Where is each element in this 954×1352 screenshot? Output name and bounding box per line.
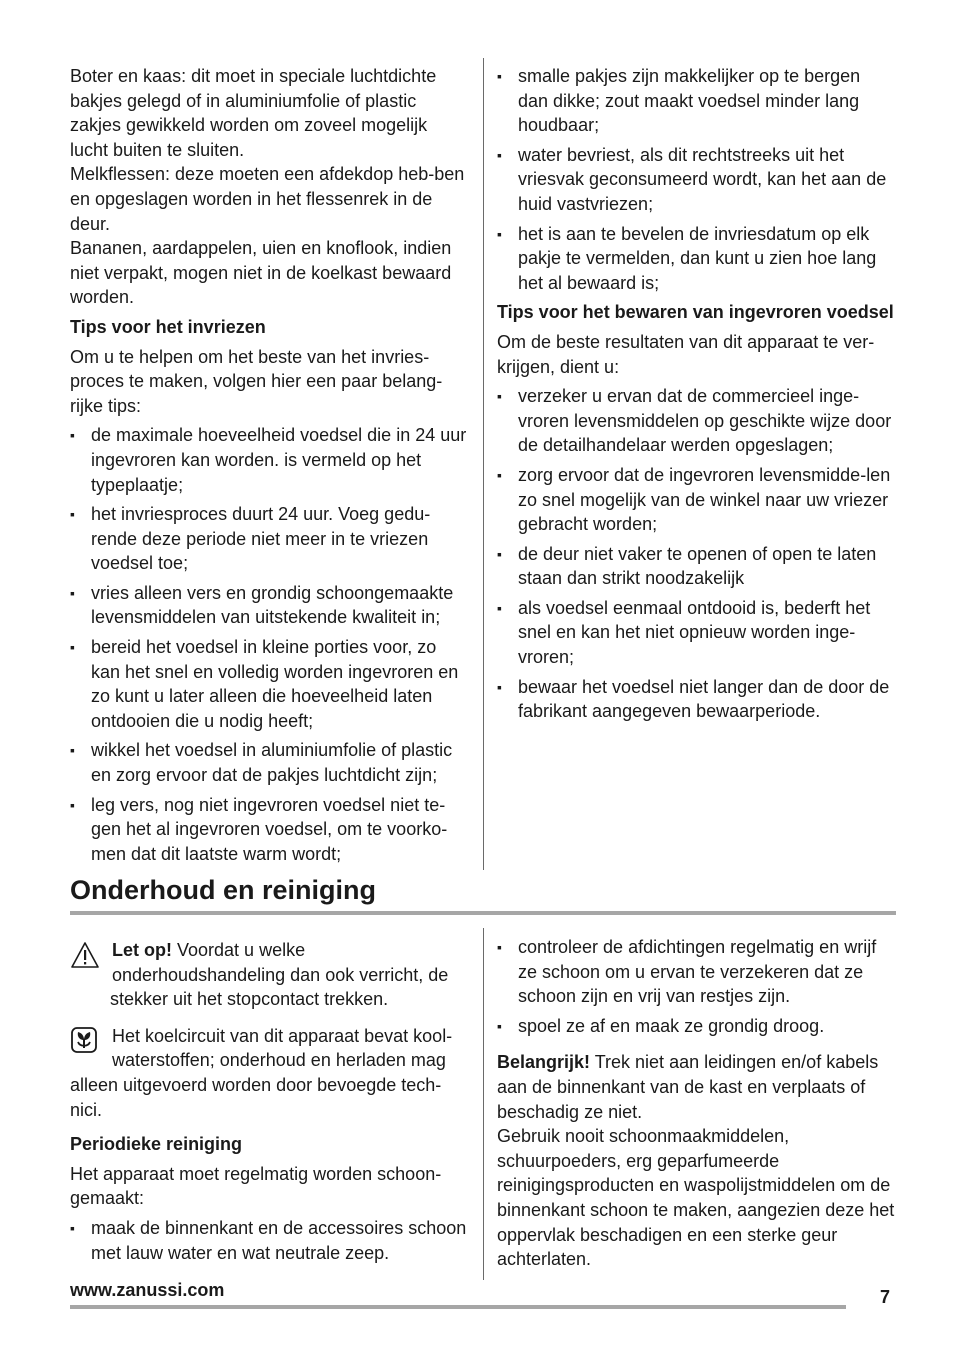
warning-text-wrap: [70, 938, 470, 1012]
important-label: Belangrijk!: [497, 1052, 591, 1073]
left-column-top: [70, 64, 470, 871]
environment-text: Het koelcircuit van dit apparaat bevat kool-waterstoffen; onderhoud en herladen mag alleen uitgevoerd worden door bevoegde tech-nici.: [70, 1025, 453, 1120]
footer-rule: [70, 1305, 846, 1309]
list-item: ▪ wikkel het voedsel in aluminiumfolie of plastic en zorg ervoor dat de pakjes luchtdicht zijn;: [70, 738, 470, 787]
right-column-top: [497, 64, 895, 729]
list-item: ▪ vries alleen vers en grondig schoongemaakte levensmiddelen van uitstekende kwaliteit in;: [70, 581, 470, 630]
list-item: ▪ maak de binnenkant en de accessoires schoon met lauw water en wat neutrale zeep.: [70, 1216, 470, 1265]
list-item: ▪ smalle pakjes zijn makkelijker op te bergen dan dikke; zout maakt voedsel minder lang houdbaar;: [497, 64, 895, 138]
important-paragraph: [497, 1050, 895, 1124]
freezing-tips-list: [70, 423, 470, 866]
paragraph-cleaning-lead: Het apparaat moet regelmatig worden schoon-gemaakt:: [70, 1163, 442, 1209]
list-item: ▪ bereid het voedsel in kleine porties voor, zo kan het snel en volledig worden ingevroren en zo kunt u later alleen die hoeveelheid laten ontdooien die u nodig heeft;: [70, 635, 470, 733]
section-title: Onderhoud en reiniging: [70, 875, 376, 905]
warning-triangle-icon: [70, 940, 100, 970]
page-number: 7: [880, 1287, 891, 1307]
closing-paragraph: Gebruik nooit schoonmaakmiddelen, schuurpoeders, erg geparfumeerde reinigingsproducten en waspolijstmiddelen om de binnenkant schoon te maken, aangezien deze het oppervlak beschadigen en een sterke geur achterlaten.: [497, 1126, 895, 1270]
paragraph-milk-bottles: Melkflessen: deze moeten een afdekdop heb-ben en opgeslagen worden in het flessenrek in de deur.: [70, 164, 465, 234]
list-item: ▪ zorg ervoor dat de ingevroren levensmidde-len zo snel mogelijk van de winkel naar uw vriezer gebracht worden;: [497, 463, 895, 537]
paragraph-freezing-lead: Om u te helpen om het beste van het invries-proces te maken, volgen hier een paar belang-rijke tips:: [70, 346, 443, 416]
list-item: ▪ water bevriest, als dit rechtstreeks uit het vriesvak geconsumeerd wordt, kan het aan de huid vastvriezen;: [497, 143, 895, 217]
heading-periodic-cleaning: Periodieke reiniging: [70, 1134, 243, 1155]
warning-notice: [70, 938, 470, 1012]
paragraph-butter-cheese: Boter en kaas: dit moet in speciale luchtdichte bakjes gelegd of in aluminiumfolie of plastic zakjes gewikkeld worden om zoveel mogelijk lucht buiten te sluiten.: [70, 66, 437, 160]
list-item: ▪ leg vers, nog niet ingevroren voedsel niet te-gen het al ingevroren voedsel, om te voorko-men dat dit laatste warm wordt;: [70, 793, 470, 867]
cleaning-list: [70, 1216, 470, 1265]
heading-storage-tips: Tips voor het bewaren van ingevroren voedsel: [497, 302, 894, 323]
environment-notice: [70, 1024, 470, 1122]
list-item: ▪ spoel ze af en maak ze grondig droog.: [497, 1014, 895, 1039]
storage-tips-list: [497, 384, 895, 724]
column-divider-top: [483, 58, 484, 870]
paragraph-storage-lead: Om de beste resultaten van dit apparaat te ver-krijgen, dient u:: [497, 331, 875, 377]
footer-url: www.zanussi.com: [70, 1280, 225, 1300]
list-item: ▪ controleer de afdichtingen regelmatig en wrijf ze schoon om u ervan te verzekeren dat ze schoon zijn en vrij van restjes zijn.: [497, 935, 895, 1009]
left-column-bottom: [70, 938, 470, 1270]
list-item: ▪ bewaar het voedsel niet langer dan de door de fabrikant aangegeven bewaarperiode.: [497, 675, 895, 724]
column-divider-bottom: [483, 928, 484, 1280]
important-text: Trek niet aan leidingen en/of kabels aan de binnenkant van de kast en verplaats of beschadig ze niet.: [497, 1052, 879, 1122]
paragraph-bananas: Bananen, aardappelen, uien en knoflook, indien niet verpakt, mogen niet in de koelkast bewaard worden.: [70, 238, 452, 308]
warning-label: Let op!: [112, 940, 172, 960]
section-rule: [70, 911, 896, 915]
list-item: ▪ de deur niet vaker te openen of open te laten staan dan strikt noodzakelijk: [497, 542, 895, 591]
list-item: ▪ verzeker u ervan dat de commercieel inge-vroren levensmiddelen op geschikte wijze door de detailhandelaar werden opgeslagen;: [497, 384, 895, 458]
right-column-bottom: [497, 935, 895, 1277]
freezing-tips-list-continued: [497, 64, 895, 295]
heading-freezing-tips: Tips voor het invriezen: [70, 316, 266, 337]
list-item: ▪ de maximale hoeveelheid voedsel die in 24 uur ingevroren kan worden. is vermeld op het typeplaatje;: [70, 423, 470, 497]
list-item: ▪ het is aan te bevelen de invriesdatum op elk pakje te vermelden, dan kunt u zien hoe lang het al bewaard is;: [497, 222, 895, 296]
warning-text: Voordat u welke onderhoudshandeling dan ook verricht, de stekker uit het stopcontact trekken.: [110, 940, 449, 1010]
list-item: ▪ als voedsel eenmaal ontdooid is, bederft het snel en kan het niet opnieuw worden inge-vroren;: [497, 596, 895, 670]
list-item: ▪ het invriesproces duurt 24 uur. Voeg gedu-rende deze periode niet meer in te vriezen voedsel toe;: [70, 502, 470, 576]
cleaning-list-continued: [497, 935, 895, 1038]
environment-leaf-icon: [70, 1026, 100, 1056]
